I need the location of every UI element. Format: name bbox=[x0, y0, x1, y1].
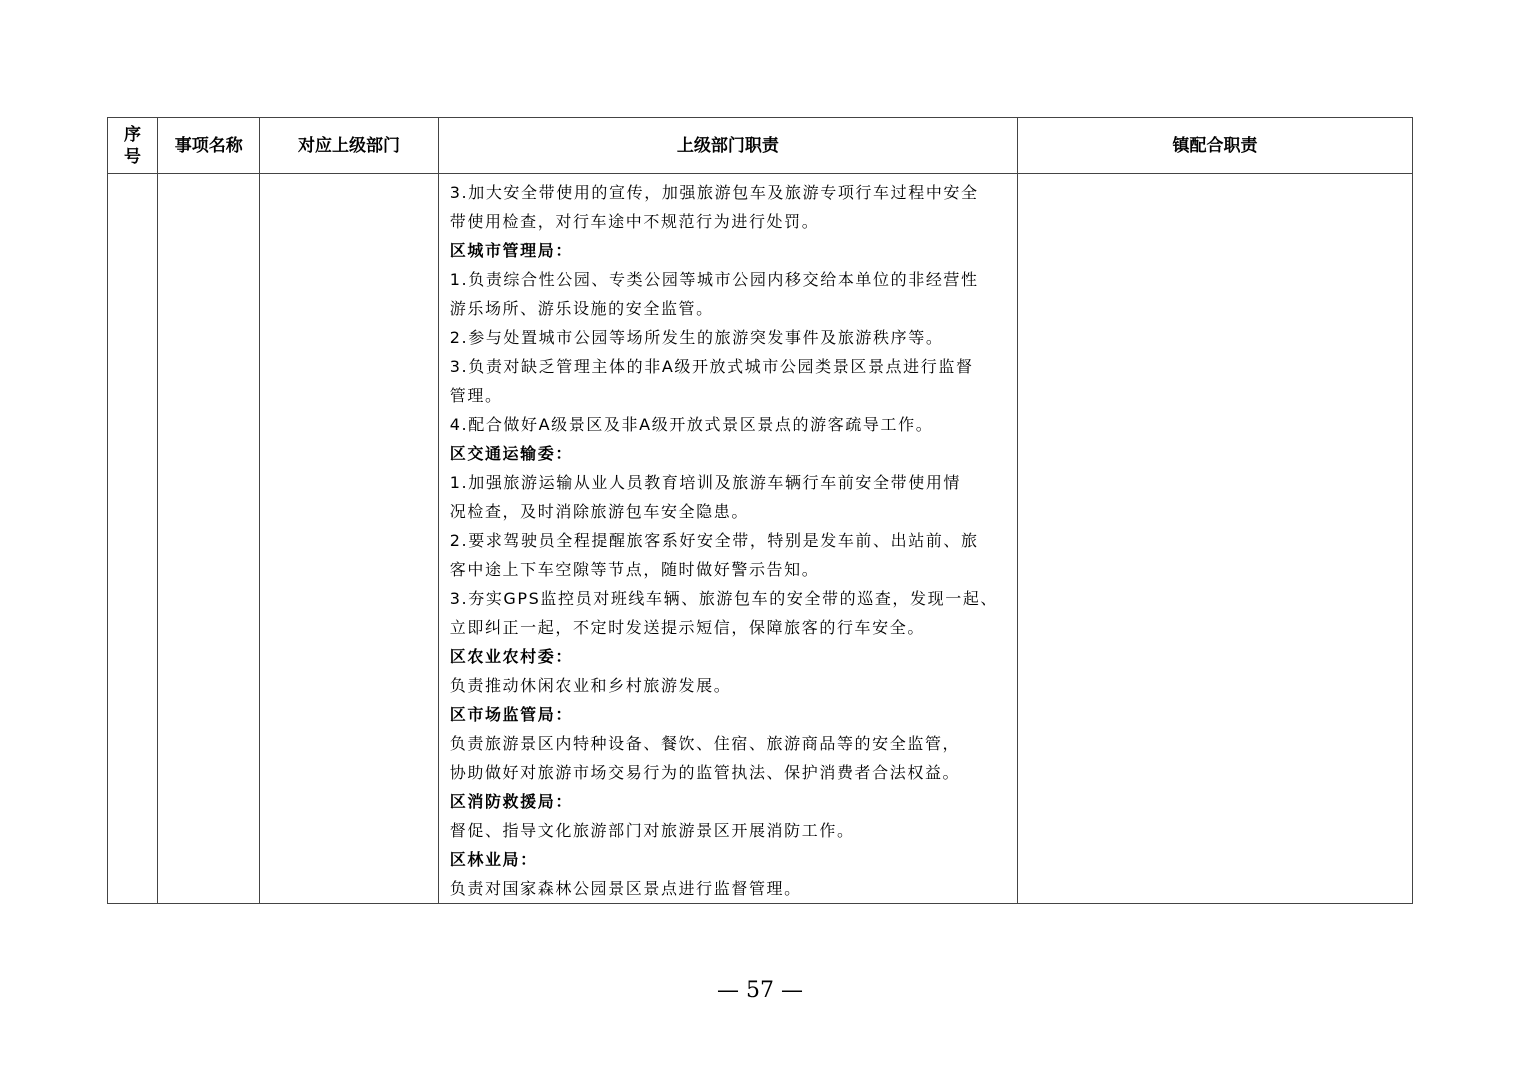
duty-text-line: 负责旅游景区内特种设备、餐饮、住宿、旅游商品等的安全监管， bbox=[449, 734, 961, 753]
dept-title: 区城市管理局： bbox=[449, 241, 573, 260]
upper-duty-cell bbox=[438, 174, 1017, 904]
header-seq-line1: 序 bbox=[124, 124, 142, 145]
header-seq-line2: 号 bbox=[124, 146, 142, 167]
seq-cell bbox=[108, 174, 158, 904]
duty-text-line: 负责推动休闲农业和乡村旅游发展。 bbox=[449, 676, 732, 695]
header-town-duty: 镇配合职责 bbox=[1018, 118, 1413, 174]
duty-text-line: 2.参与处置城市公园等场所发生的旅游突发事件及旅游秩序等。 bbox=[449, 328, 944, 347]
duty-text-line: 1.负责综合性公园、专类公园等城市公园内移交给本单位的非经营性 bbox=[449, 270, 979, 289]
duty-text-line: 3.负责对缺乏管理主体的非A级开放式城市公园类景区景点进行监督 bbox=[449, 357, 974, 376]
header-seq bbox=[108, 118, 158, 174]
duty-text-line: 2.要求驾驶员全程提醒旅客系好安全带，特别是发车前、出站前、旅 bbox=[449, 531, 979, 550]
duty-text-line: 3.夯实GPS监控员对班线车辆、旅游包车的安全带的巡查，发现一起、 bbox=[449, 589, 999, 608]
page-number: — 57 — bbox=[717, 978, 803, 1003]
item-name-cell bbox=[158, 174, 260, 904]
table-body bbox=[108, 174, 1413, 904]
duty-text-line: 况检查，及时消除旅游包车安全隐患。 bbox=[449, 502, 749, 521]
duty-text-line: 4.配合做好A级景区及非A级开放式景区景点的游客疏导工作。 bbox=[449, 415, 934, 434]
dept-title: 区林业局： bbox=[449, 850, 538, 869]
table-header bbox=[108, 118, 1413, 174]
duty-text-line: 客中途上下车空隙等节点，随时做好警示告知。 bbox=[449, 560, 820, 579]
upper-dept-cell bbox=[260, 174, 438, 904]
duty-text-line: 1.加强旅游运输从业人员教育培训及旅游车辆行车前安全带使用情 bbox=[449, 473, 962, 492]
dept-title: 区农业农村委： bbox=[449, 647, 573, 666]
duty-text-line: 协助做好对旅游市场交易行为的监管执法、保护消费者合法权益。 bbox=[449, 763, 961, 782]
duty-text-line: 督促、指导文化旅游部门对旅游景区开展消防工作。 bbox=[449, 821, 855, 840]
duty-text-line: 立即纠正一起，不定时发送提示短信，保障旅客的行车安全。 bbox=[449, 618, 925, 637]
table-row bbox=[108, 174, 1413, 904]
dept-title: 区消防救援局： bbox=[449, 792, 573, 811]
header-row bbox=[108, 118, 1413, 174]
duty-text-line: 管理。 bbox=[449, 386, 503, 405]
header-upper-dept: 对应上级部门 bbox=[260, 118, 438, 174]
duty-text-line: 负责对国家森林公园景区景点进行监督管理。 bbox=[449, 879, 802, 898]
dept-title: 区市场监管局： bbox=[449, 705, 573, 724]
duty-text-line: 带使用检查，对行车途中不规范行为进行处罚。 bbox=[449, 212, 820, 231]
duty-table bbox=[107, 117, 1413, 904]
dept-title: 区交通运输委： bbox=[449, 444, 573, 463]
header-item-name: 事项名称 bbox=[158, 118, 260, 174]
duty-text-line: 游乐场所、游乐设施的安全监管。 bbox=[449, 299, 714, 318]
header-upper-duty: 上级部门职责 bbox=[438, 118, 1017, 174]
duty-lines bbox=[450, 178, 1011, 903]
town-duty-cell bbox=[1018, 174, 1413, 904]
duty-text-line: 3.加大安全带使用的宣传，加强旅游包车及旅游专项行车过程中安全 bbox=[449, 183, 979, 202]
